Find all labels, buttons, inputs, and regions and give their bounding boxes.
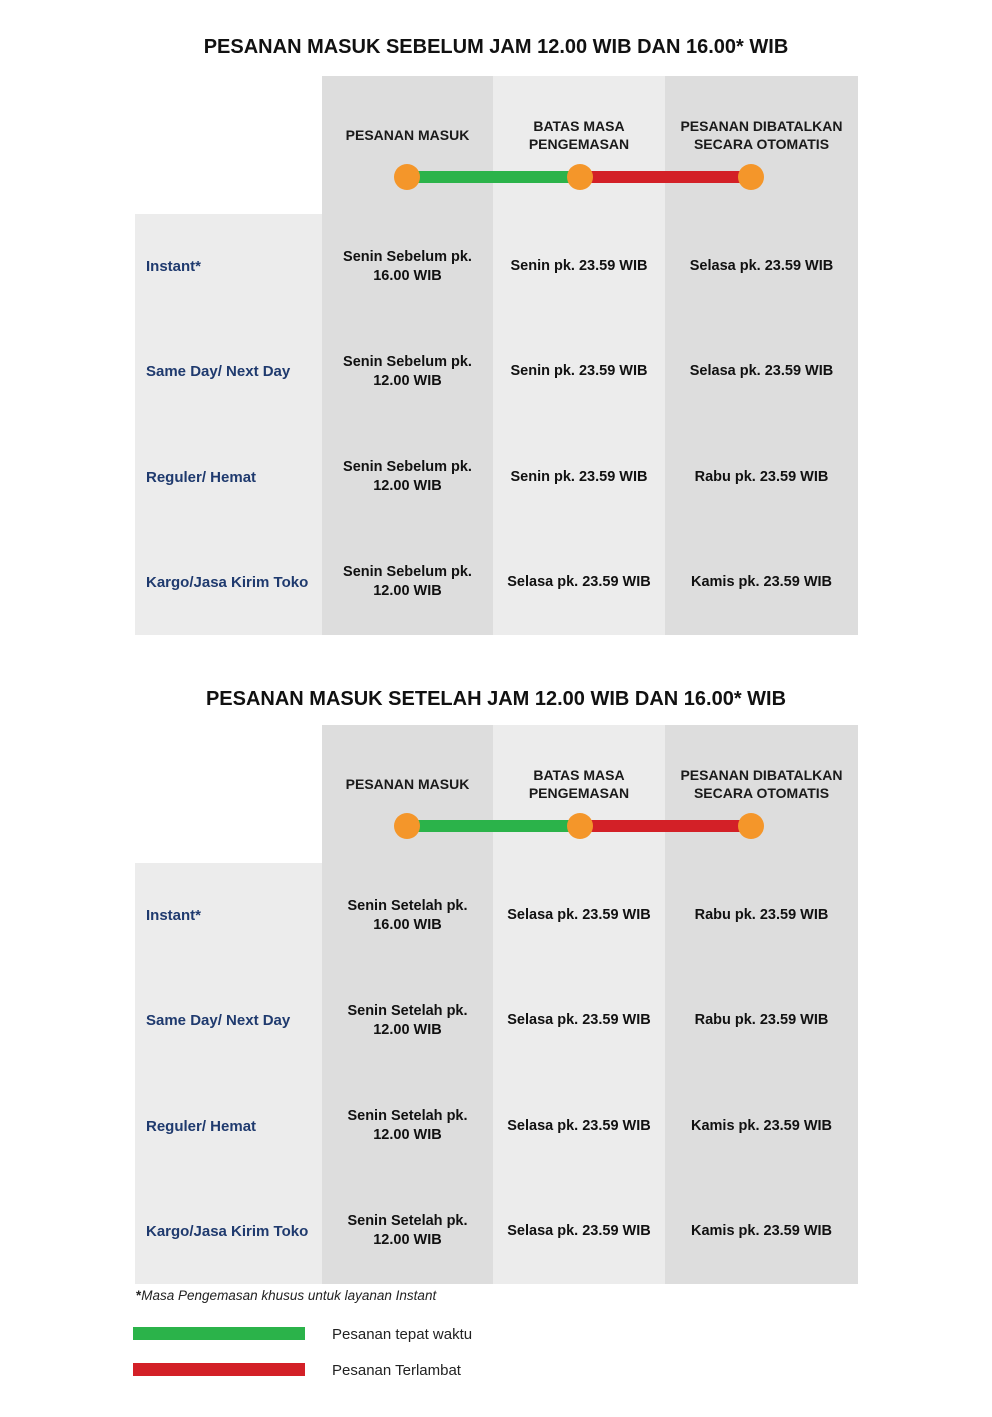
table-cell: Senin Sebelum pk. 12.00 WIB xyxy=(343,564,472,600)
row-label: Same Day/ Next Day xyxy=(146,363,291,381)
table-cell: Selasa pk. 23.59 WIB xyxy=(507,1012,651,1029)
row-label: Instant* xyxy=(146,907,202,925)
late-line xyxy=(580,820,751,832)
row-label: Instant* xyxy=(146,258,202,276)
timeline-dot xyxy=(738,813,764,839)
table-cell: Kamis pk. 23.59 WIB xyxy=(690,573,833,590)
schedule-table xyxy=(135,76,858,635)
table-cell: Kamis pk. 23.59 WIB xyxy=(690,1117,833,1134)
footnote: *Masa Pengemasan khusus untuk layanan Instant xyxy=(136,1288,437,1303)
row-label: Reguler/ Hemat xyxy=(146,468,257,486)
table-cell: Selasa pk. 23.59 WIB xyxy=(689,363,834,380)
on-time-line xyxy=(407,171,580,183)
timeline-dot xyxy=(394,164,420,190)
timeline-dot xyxy=(567,813,593,839)
timeline-dot xyxy=(394,813,420,839)
column-header: PESANAN MASUK xyxy=(345,776,470,792)
legend-red-swatch xyxy=(133,1363,305,1376)
late-line xyxy=(580,171,751,183)
section-title: PESANAN MASUK SETELAH JAM 12.00 WIB DAN 16.00* WIB xyxy=(205,688,787,710)
table-cell: Selasa pk. 23.59 WIB xyxy=(507,573,651,590)
row-label: Kargo/Jasa Kirim Toko xyxy=(146,573,309,591)
row-label: Same Day/ Next Day xyxy=(146,1012,291,1030)
table-cell: Senin Setelah pk. 12.00 WIB xyxy=(347,1108,468,1144)
table-cell: Senin pk. 23.59 WIB xyxy=(510,363,648,380)
column-header: BATAS MASA PENGEMASAN xyxy=(528,118,630,152)
row-label: Kargo/Jasa Kirim Toko xyxy=(146,1222,309,1240)
table-cell: Rabu pk. 23.59 WIB xyxy=(694,907,829,924)
table-cell: Senin pk. 23.59 WIB xyxy=(510,258,648,275)
legend-green-swatch xyxy=(133,1327,305,1340)
table-cell: Selasa pk. 23.59 WIB xyxy=(507,1117,651,1134)
table-cell: Selasa pk. 23.59 WIB xyxy=(507,1222,651,1239)
row-label: Reguler/ Hemat xyxy=(146,1117,257,1135)
timeline-dot xyxy=(567,164,593,190)
legend-green-label: Pesanan tepat waktu xyxy=(332,1326,473,1343)
column-header: BATAS MASA PENGEMASAN xyxy=(528,767,630,801)
table-cell: Senin Setelah pk. 12.00 WIB xyxy=(347,1213,468,1249)
table-cell: Senin Setelah pk. 16.00 WIB xyxy=(347,897,468,933)
table-cell: Senin Sebelum pk. 12.00 WIB xyxy=(343,353,472,389)
table-cell: Rabu pk. 23.59 WIB xyxy=(694,1012,829,1029)
table-cell: Senin pk. 23.59 WIB xyxy=(510,468,648,485)
table-cell: Senin Sebelum pk. 12.00 WIB xyxy=(343,459,472,495)
timeline-dot xyxy=(738,164,764,190)
table-cell: Senin Sebelum pk. 16.00 WIB xyxy=(343,248,472,284)
on-time-line xyxy=(407,820,580,832)
column-header: PESANAN DIBATALKAN SECARA OTOMATIS xyxy=(680,767,843,801)
column-header: PESANAN MASUK xyxy=(345,127,470,143)
section-title: PESANAN MASUK SEBELUM JAM 12.00 WIB DAN 16.00* WIB xyxy=(203,36,789,58)
table-cell: Senin Setelah pk. 12.00 WIB xyxy=(347,1002,468,1038)
table-cell: Kamis pk. 23.59 WIB xyxy=(690,1222,833,1239)
table-cell: Selasa pk. 23.59 WIB xyxy=(507,907,651,924)
table-cell: Rabu pk. 23.59 WIB xyxy=(694,468,829,485)
legend-red-label: Pesanan Terlambat xyxy=(332,1362,461,1379)
table-cell: Selasa pk. 23.59 WIB xyxy=(689,258,834,275)
schedule-table xyxy=(135,725,858,1284)
column-header: PESANAN DIBATALKAN SECARA OTOMATIS xyxy=(680,118,843,152)
